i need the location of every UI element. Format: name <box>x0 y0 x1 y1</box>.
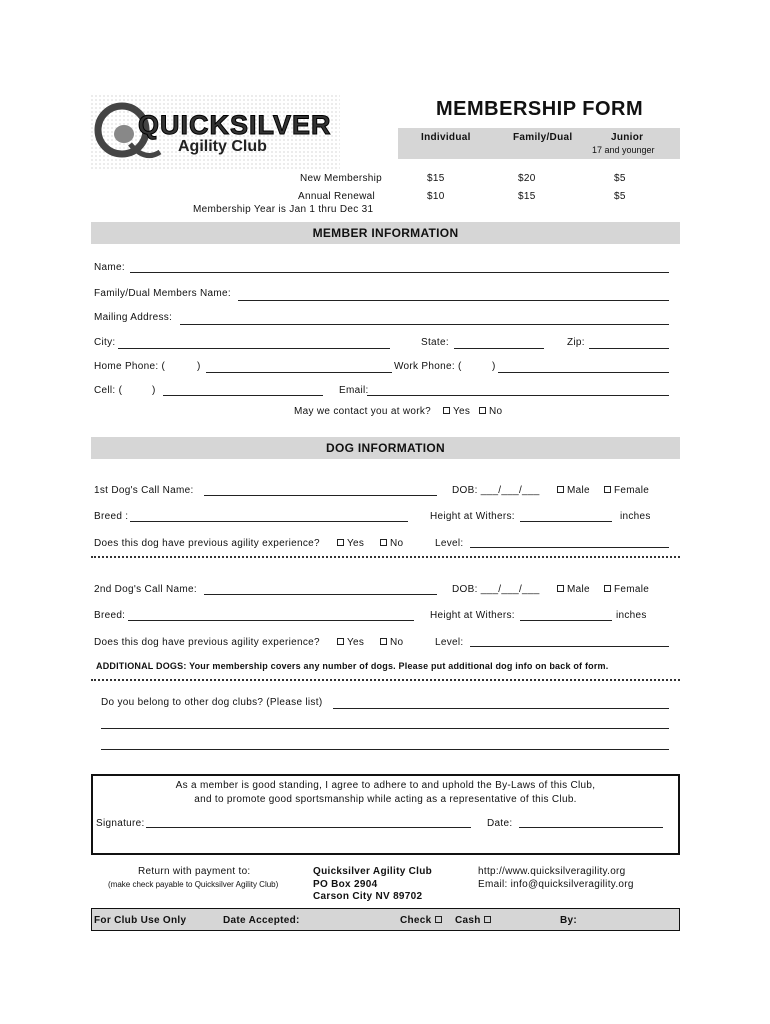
dog1-inches-label: inches <box>620 511 651 522</box>
dog1-name-field[interactable] <box>204 495 437 496</box>
contact-yes-option[interactable] <box>443 406 470 417</box>
price-new-individual: $15 <box>427 173 445 184</box>
dog2-name-field[interactable] <box>204 594 437 595</box>
form-title: MEMBERSHIP FORM <box>436 98 644 120</box>
name-field[interactable] <box>130 272 669 273</box>
dog2-inches-label: inches <box>616 610 647 621</box>
family-members-field[interactable] <box>238 300 669 301</box>
checkbox-icon <box>337 638 344 645</box>
mailing-address-label: Mailing Address: <box>94 312 173 323</box>
dog2-height-field[interactable] <box>520 620 612 621</box>
contact-no-label: No <box>489 406 503 417</box>
junior-note: 17 and younger <box>592 145 655 155</box>
dog1-breed-label: Breed : <box>94 511 129 522</box>
dog2-agility-question: Does this dog have previous agility experience? <box>94 637 320 648</box>
checkbox-icon <box>604 486 611 493</box>
price-header-family: Family/Dual <box>513 132 573 143</box>
checkbox-icon <box>380 638 387 645</box>
other-clubs-question: Do you belong to other dog clubs? (Please list) <box>101 697 323 708</box>
state-label: State: <box>421 337 449 348</box>
email-label: Email: <box>339 385 369 396</box>
checkbox-icon <box>484 916 491 923</box>
dog2-male-label: Male <box>567 584 590 595</box>
checkbox-icon <box>380 539 387 546</box>
cash-option[interactable] <box>455 915 494 926</box>
agreement-line-1: As a member is good standing, I agree to adhere to and uphold the By-Laws of this Club, <box>175 780 596 791</box>
logo-subtitle: Agility Club <box>178 138 267 155</box>
dog1-agility-no[interactable] <box>380 538 403 549</box>
dog1-breed-field[interactable] <box>130 521 408 522</box>
dog1-male-option[interactable] <box>557 485 590 496</box>
checkbox-icon <box>443 407 450 414</box>
club-use-label: For Club Use Only <box>94 915 187 926</box>
cell-field[interactable] <box>163 395 323 396</box>
dog1-level-field[interactable] <box>470 547 669 548</box>
dog2-level-label: Level: <box>435 637 464 648</box>
dog-separator <box>91 556 680 558</box>
cell-paren: ) <box>152 385 156 396</box>
dog2-dob[interactable]: DOB: ___/___/___ <box>452 584 540 595</box>
checkbox-icon <box>337 539 344 546</box>
check-option[interactable] <box>400 915 445 926</box>
cell-label: Cell: ( <box>94 385 123 396</box>
agreement-line-2: and to promote good sportsmanship while acting as a representative of this Club. <box>194 794 577 805</box>
dog1-female-option[interactable] <box>604 485 649 496</box>
checkbox-icon <box>604 585 611 592</box>
clubs-separator <box>91 679 680 681</box>
price-new-junior: $5 <box>614 173 626 184</box>
dog1-agility-question: Does this dog have previous agility experience? <box>94 538 320 549</box>
contact-at-work-question: May we contact you at work? <box>294 406 432 417</box>
membership-year-note: Membership Year is Jan 1 thru Dec 31 <box>193 204 374 215</box>
home-phone-field[interactable] <box>206 372 392 373</box>
other-clubs-field-1[interactable] <box>333 708 669 709</box>
checkbox-icon <box>557 486 564 493</box>
date-accepted-label: Date Accepted: <box>223 915 300 926</box>
other-clubs-field-3[interactable] <box>101 749 669 750</box>
price-renewal-family: $15 <box>518 191 536 202</box>
dog2-breed-field[interactable] <box>128 620 414 621</box>
work-phone-label: Work Phone: ( <box>394 361 462 372</box>
return-label: Return with payment to: <box>138 866 251 877</box>
address-line-2: PO Box 2904 <box>313 879 378 890</box>
cash-label: Cash <box>455 915 481 926</box>
checkbox-icon <box>479 407 486 414</box>
city-field[interactable] <box>118 348 390 349</box>
city-label: City: <box>94 337 116 348</box>
dog1-height-field[interactable] <box>520 521 612 522</box>
club-logo <box>90 94 340 169</box>
club-website-link[interactable]: http://www.quicksilveragility.org <box>478 866 626 877</box>
other-clubs-field-2[interactable] <box>101 728 669 729</box>
name-label: Name: <box>94 262 125 273</box>
zip-field[interactable] <box>589 348 669 349</box>
contact-yes-label: Yes <box>453 406 471 417</box>
home-phone-label: Home Phone: ( <box>94 361 166 372</box>
dog2-name-label: 2nd Dog's Call Name: <box>94 584 197 595</box>
date-label: Date: <box>487 818 513 829</box>
dog1-level-label: Level: <box>435 538 464 549</box>
dog2-female-option[interactable] <box>604 584 649 595</box>
dog1-female-label: Female <box>614 485 650 496</box>
checkbox-icon <box>435 916 442 923</box>
price-renewal-individual: $10 <box>427 191 445 202</box>
dog1-dob[interactable]: DOB: ___/___/___ <box>452 485 540 496</box>
mailing-address-field[interactable] <box>180 324 669 325</box>
check-label: Check <box>400 915 432 926</box>
state-field[interactable] <box>454 348 544 349</box>
dog2-female-label: Female <box>614 584 650 595</box>
dog-info-heading: DOG INFORMATION <box>91 437 680 459</box>
email-field[interactable] <box>367 395 669 396</box>
work-phone-paren: ) <box>492 361 496 372</box>
price-header-junior: Junior <box>611 132 644 143</box>
dog2-level-field[interactable] <box>470 646 669 647</box>
price-row-label-renewal: Annual Renewal <box>298 191 376 202</box>
signature-field[interactable] <box>146 827 471 828</box>
family-members-label: Family/Dual Members Name: <box>94 288 231 299</box>
member-info-heading: MEMBER INFORMATION <box>91 222 680 244</box>
address-line-3: Carson City NV 89702 <box>313 891 423 902</box>
price-new-family: $20 <box>518 173 536 184</box>
address-line-1: Quicksilver Agility Club <box>313 866 433 877</box>
dog2-breed-label: Breed: <box>94 610 126 621</box>
price-row-label-new: New Membership <box>300 173 383 184</box>
dog1-height-label: Height at Withers: <box>430 511 515 522</box>
dog2-height-label: Height at Withers: <box>430 610 515 621</box>
logo-name: QUICKSILVER <box>138 110 332 140</box>
dog2-agility-yes[interactable] <box>337 637 364 648</box>
by-label: By: <box>560 915 578 926</box>
dog1-agility-yes-label: Yes <box>347 538 365 549</box>
checkbox-icon <box>557 585 564 592</box>
date-field[interactable] <box>519 827 663 828</box>
dog1-name-label: 1st Dog's Call Name: <box>94 485 194 496</box>
dog1-male-label: Male <box>567 485 590 496</box>
work-phone-field[interactable] <box>498 372 669 373</box>
signature-label: Signature: <box>96 818 145 829</box>
dog2-agility-yes-label: Yes <box>347 637 365 648</box>
home-phone-paren: ) <box>197 361 201 372</box>
dog1-agility-no-label: No <box>390 538 404 549</box>
price-renewal-junior: $5 <box>614 191 626 202</box>
dog2-agility-no-label: No <box>390 637 404 648</box>
dog1-agility-yes[interactable] <box>337 538 364 549</box>
check-payable-note: (make check payable to Quicksilver Agility Club) <box>108 880 279 889</box>
price-header-individual: Individual <box>421 132 471 143</box>
contact-no-option[interactable] <box>479 406 502 417</box>
dog2-male-option[interactable] <box>557 584 590 595</box>
club-email[interactable]: Email: info@quicksilveragility.org <box>478 879 634 890</box>
dog2-agility-no[interactable] <box>380 637 403 648</box>
additional-dogs-note: ADDITIONAL DOGS: Your membership covers any number of dogs. Please put additional dog info on back of form. <box>96 661 609 671</box>
zip-label: Zip: <box>567 337 585 348</box>
